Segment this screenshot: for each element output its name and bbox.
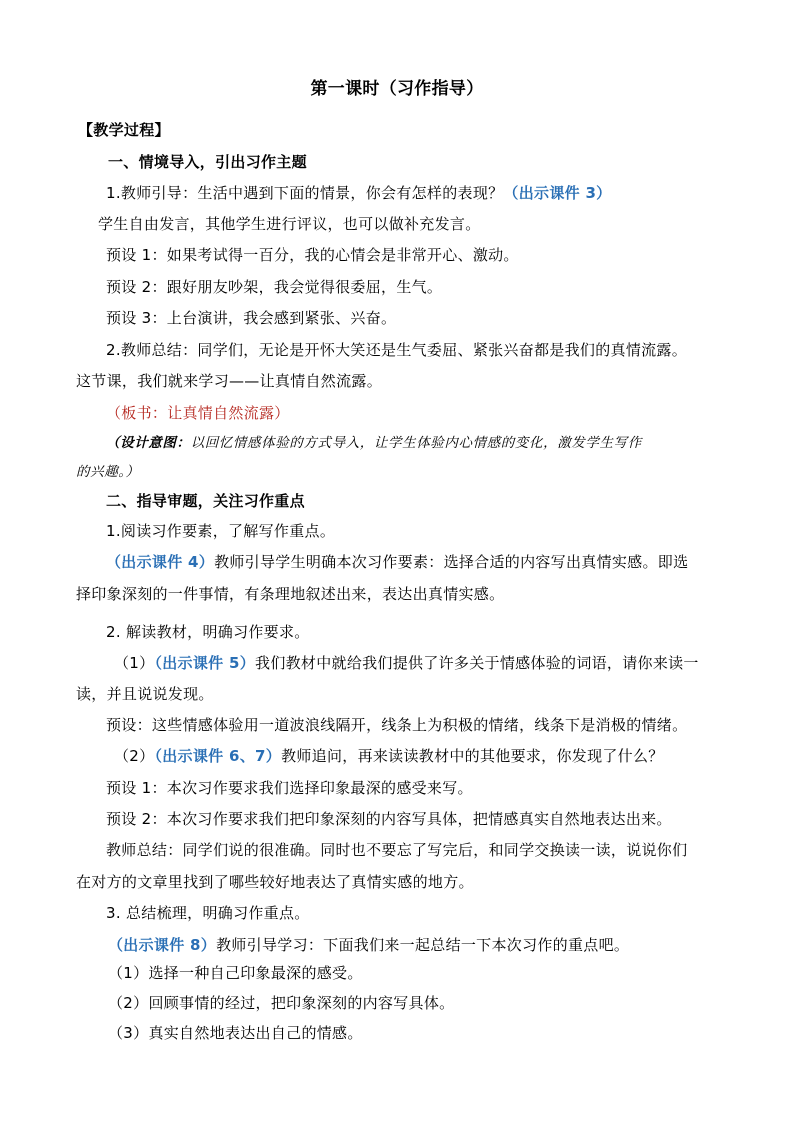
step2-summary-line1: 教师总结：同学们说的很准确。同时也不要忘了写完后，和同学交换读一读，说说你们 <box>106 841 688 859</box>
key-point-1: （1）选择一种自己印象最深的感受。 <box>108 964 363 982</box>
design-intent-line2: 的兴趣。） <box>76 464 140 480</box>
board-note: （板书：让真情自然流露） <box>106 404 290 422</box>
preset-3: 预设 3：上台演讲，我会感到紧张、兴奋。 <box>106 309 397 327</box>
step1-line2: 择印象深刻的一件事情，有条理地叙述出来，表达出真情实感。 <box>76 585 505 603</box>
part2-heading: 二、指导审题，关注习作重点 <box>106 492 305 510</box>
step1-line1 <box>106 551 688 573</box>
step3: 3. 总结梳理，明确习作重点。 <box>106 904 310 922</box>
step1-text: 教师引导学生明确本次习作要素：选择合适的内容写出真情实感。即选 <box>214 553 689 571</box>
step2-preset-2: 预设 2：本次习作要求我们把印象深刻的内容写具体，把情感真实自然地表达出来。 <box>106 810 672 828</box>
section-label: 【教学过程】 <box>78 121 170 139</box>
step2-item1-line1 <box>114 652 699 674</box>
part1-heading: 一、情境导入，引出习作主题 <box>108 153 307 171</box>
key-point-3: （3）真实自然地表达出自己的情感。 <box>108 1024 363 1042</box>
teacher-summary-line2: 这节课，我们就来学习——让真情自然流露。 <box>76 372 383 390</box>
courseware-tag: （出示课件 3） <box>503 184 612 202</box>
courseware-tag: （出示课件 4） <box>106 553 215 571</box>
step2-preset-1: 预设 1：本次习作要求我们选择印象最深的感受来写。 <box>106 779 473 797</box>
key-point-2: （2）回顾事情的经过，把印象深刻的内容写具体。 <box>108 994 455 1012</box>
paragraph: 学生自由发言，其他学生进行评议，也可以做补充发言。 <box>98 215 481 233</box>
preset-2: 预设 2：跟好朋友吵架，我会觉得很委屈，生气。 <box>106 278 443 296</box>
step2-item1-number: （1） <box>114 654 155 672</box>
design-intent-line1 <box>106 432 642 454</box>
courseware-tag: （出示课件 6、7） <box>154 747 282 765</box>
step2-item1-line2: 读，并且说说发现。 <box>76 685 214 703</box>
part1-item1-text: 1.教师引导：生活中遇到下面的情景，你会有怎样的表现？ <box>106 184 504 202</box>
step2: 2. 解读教材，明确习作要求。 <box>106 623 310 641</box>
step2-preset: 预设：这些情感体验用一道波浪线隔开，线条上为积极的情绪，线条下是消极的情绪。 <box>106 716 688 734</box>
preset-1: 预设 1：如果考试得一百分，我的心情会是非常开心、激动。 <box>106 246 519 264</box>
part1-item1 <box>106 182 611 204</box>
step3-line <box>108 934 629 956</box>
courseware-tag: （出示课件 8） <box>108 936 217 954</box>
step2-item2-text: 教师追问，再来读读教材中的其他要求，你发现了什么？ <box>281 747 664 765</box>
design-intent-label: （设计意图： <box>106 435 191 451</box>
step2-item2-number: （2） <box>114 747 155 765</box>
step1: 1.阅读习作要素，了解写作重点。 <box>106 522 336 540</box>
teacher-summary-line1: 2.教师总结：同学们，无论是开怀大笑还是生气委屈、紧张兴奋都是我们的真情流露。 <box>106 341 688 359</box>
step2-item1-text: 我们教材中就给我们提供了许多关于情感体验的词语，请你来读一 <box>255 654 699 672</box>
step2-summary-line2: 在对方的文章里找到了哪些较好地表达了真情实感的地方。 <box>76 873 474 891</box>
step2-item2 <box>114 745 664 767</box>
design-intent-text: 以回忆情感体验的方式导入，让学生体验内心情感的变化，激发学生写作 <box>190 435 642 451</box>
courseware-tag: （出示课件 5） <box>154 654 256 672</box>
step3-text: 教师引导学习：下面我们来一起总结一下本次习作的重点吧。 <box>216 936 630 954</box>
page-title: 第一课时（习作指导） <box>310 79 484 99</box>
